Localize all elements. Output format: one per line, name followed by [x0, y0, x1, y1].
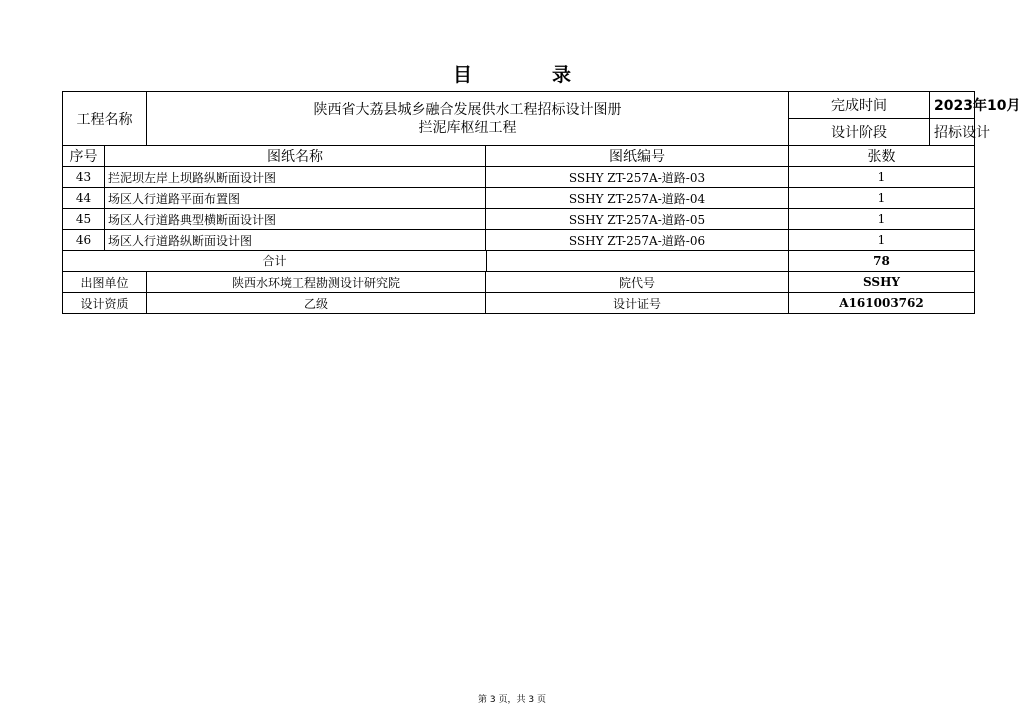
unit-label: 出图单位 — [63, 272, 147, 293]
table-row — [63, 167, 975, 188]
institute-code-value: SSHY — [789, 272, 975, 293]
row-seq: 44 — [63, 188, 105, 209]
row-sheet-count: 1 — [789, 230, 975, 251]
row-drawing-code: SSHY ZT-257A-道路-05 — [486, 209, 789, 230]
row-seq: 43 — [63, 167, 105, 188]
row-drawing-name: 场区人行道路典型横断面设计图 — [105, 209, 486, 230]
certificate-label: 设计证号 — [486, 293, 789, 314]
completion-time-value: 2023年10月 — [930, 92, 975, 119]
page-title — [0, 60, 1024, 87]
certificate-value: A161003762 — [789, 293, 975, 314]
project-name-line-1: 陕西省大荔县城乡融合发展供水工程招标设计图册 — [313, 101, 622, 118]
col-name-header: 图纸名称 — [105, 146, 486, 167]
page-footer: 第 3 页，共 3 页 — [478, 695, 546, 705]
row-drawing-code: SSHY ZT-257A-道路-06 — [486, 230, 789, 251]
title-part-1: 目 — [452, 64, 472, 86]
unit-value: 陕西水环境工程勘测设计研究院 — [147, 272, 486, 293]
qualification-row — [63, 293, 975, 314]
project-name — [147, 92, 789, 146]
institute-code-label: 院代号 — [486, 272, 789, 293]
total-label — [63, 251, 789, 272]
col-seq-header: 序号 — [63, 146, 105, 167]
project-label: 工程名称 — [63, 92, 147, 146]
project-name-line-2: 拦泥库枢纽工程 — [418, 119, 517, 136]
row-sheet-count: 1 — [789, 188, 975, 209]
header-row-1 — [63, 92, 975, 119]
drawing-catalog-grid — [62, 91, 1021, 314]
design-stage-value: 招标设计 — [930, 119, 975, 146]
table-row — [63, 188, 975, 209]
row-drawing-name: 拦泥坝左岸上坝路纵断面设计图 — [105, 167, 486, 188]
col-code-header: 图纸编号 — [486, 146, 789, 167]
total-label-text: 合计 — [262, 253, 287, 268]
column-header-row — [63, 146, 975, 167]
col-sheets-header: 张数 — [789, 146, 975, 167]
unit-row — [63, 272, 975, 293]
table-row — [63, 230, 975, 251]
row-drawing-code: SSHY ZT-257A-道路-03 — [486, 167, 789, 188]
table-row — [63, 209, 975, 230]
row-seq: 45 — [63, 209, 105, 230]
row-drawing-code: SSHY ZT-257A-道路-04 — [486, 188, 789, 209]
row-sheet-count: 1 — [789, 209, 975, 230]
row-seq: 46 — [63, 230, 105, 251]
total-value: 78 — [789, 251, 975, 272]
completion-time-label: 完成时间 — [789, 92, 930, 119]
qualification-label: 设计资质 — [63, 293, 147, 314]
qualification-value: 乙级 — [147, 293, 486, 314]
row-drawing-name: 场区人行道路纵断面设计图 — [105, 230, 486, 251]
title-part-2: 录 — [552, 64, 572, 86]
row-drawing-name: 场区人行道路平面布置图 — [105, 188, 486, 209]
row-sheet-count: 1 — [789, 167, 975, 188]
total-row — [63, 251, 975, 272]
design-stage-label: 设计阶段 — [789, 119, 930, 146]
